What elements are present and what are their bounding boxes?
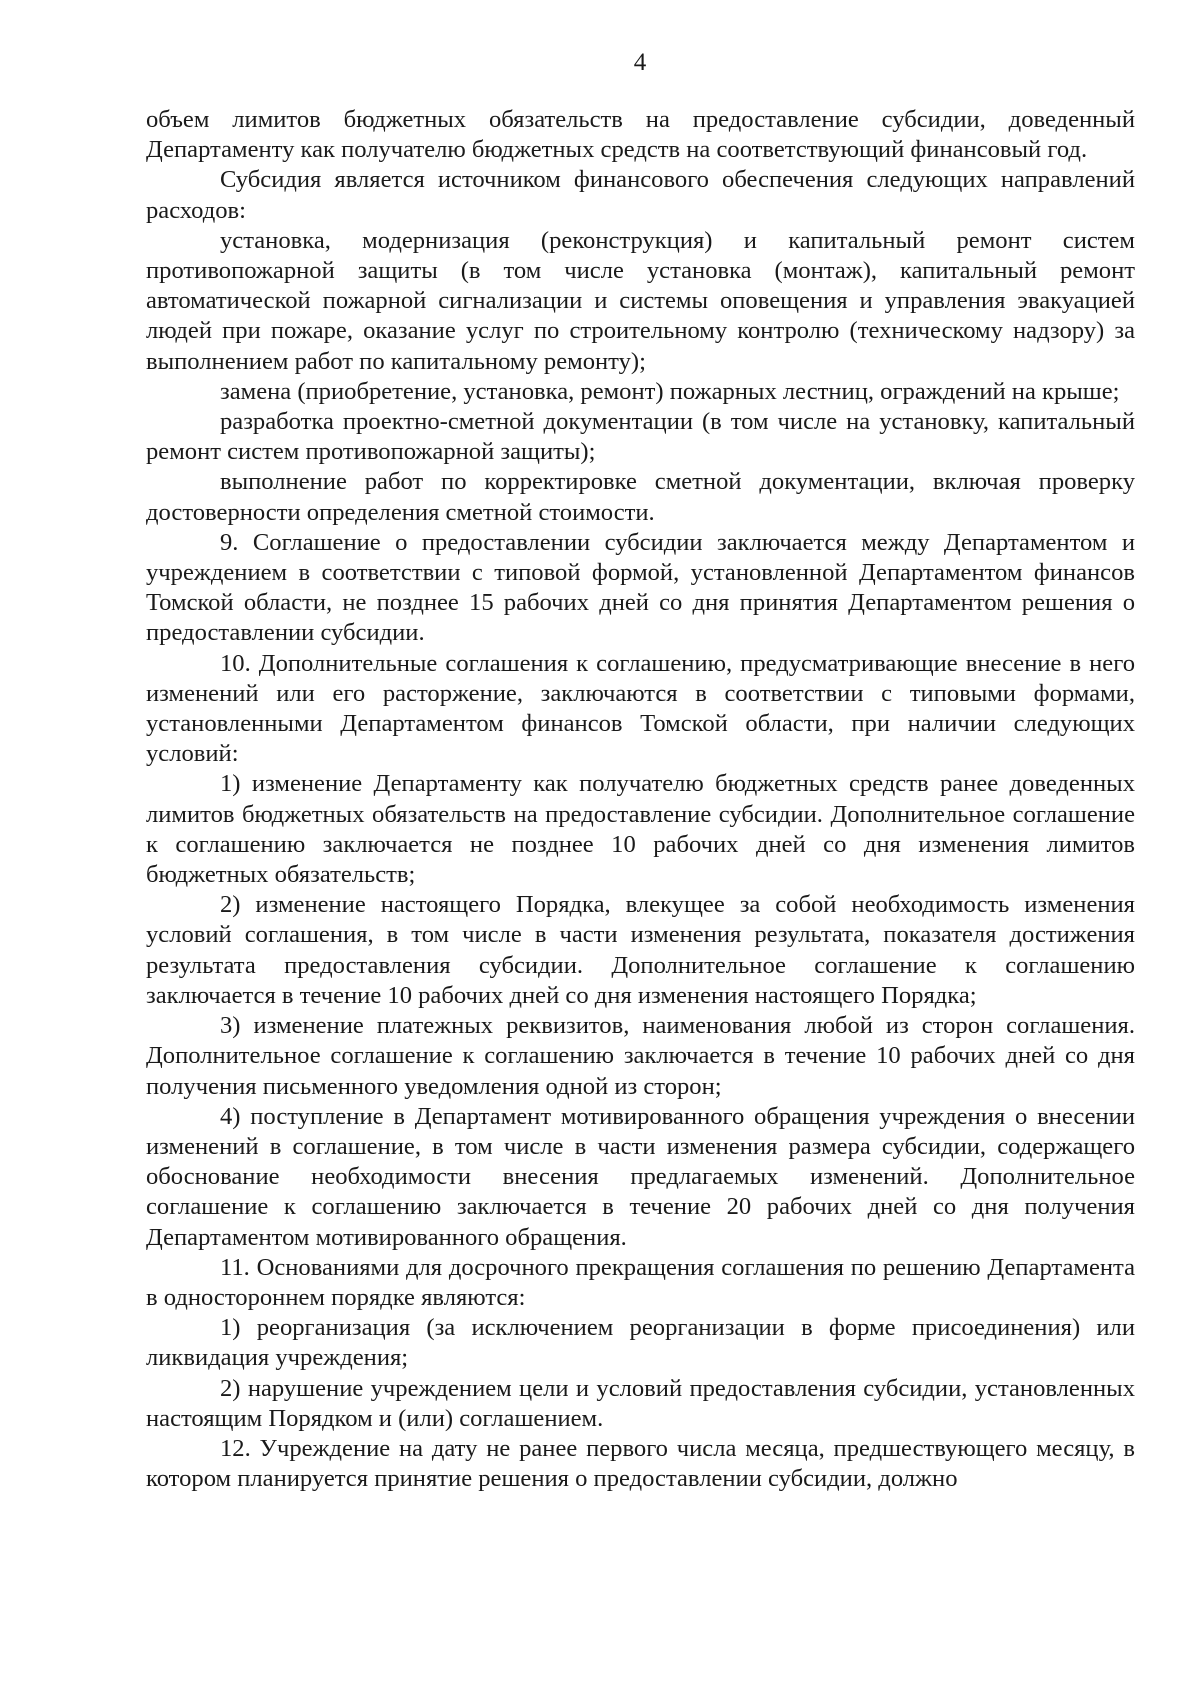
paragraph: 4) поступление в Департамент мотивированного обращения учреждения о внесении изменений в соглашение, в том числе в части изменения размера субсидии, содержащего обоснование необходимости внесения предлагаемых изменений. Дополнительное соглашение к соглашению заключается в течение 20 рабочих дней со дня получения Департаментом мотивированного обращения.	[146, 1102, 1135, 1251]
paragraph: объем лимитов бюджетных обязательств на предоставление субсидии, доведенный Департаменту как получателю бюджетных средств на соответствующий финансовый год.	[146, 106, 1135, 164]
paragraph: 2) нарушение учреждением цели и условий предоставления субсидии, установленных настоящим Порядком и (или) соглашением.	[146, 1374, 1135, 1432]
document-body	[146, 105, 1135, 1494]
paragraph: Субсидия является источником финансового обеспечения следующих направлений расходов:	[146, 166, 1135, 224]
paragraph: 11. Основаниями для досрочного прекращения соглашения по решению Департамента в одностороннем порядке являются:	[146, 1253, 1135, 1311]
page-number: 4	[633, 49, 647, 76]
paragraph: 1) реорганизация (за исключением реорганизации в форме присоединения) или ликвидация учреждения;	[146, 1314, 1135, 1372]
paragraph: 2) изменение настоящего Порядка, влекущее за собой необходимость изменения условий соглашения, в том числе в части изменения результата, показателя достижения результата предоставления субсидии. Дополнительное соглашение к соглашению заключается в течение 10 рабочих дней со дня изменения настоящего Порядка;	[146, 891, 1135, 1009]
paragraph: замена (приобретение, установка, ремонт) пожарных лестниц, ограждений на крыше;	[220, 377, 1120, 405]
paragraph: 12. Учреждение на дату не ранее первого числа месяца, предшествующего месяцу, в котором планируется принятие решения о предоставлении субсидии, должно	[146, 1434, 1135, 1493]
paragraph: 3) изменение платежных реквизитов, наименования любой из сторон соглашения. Дополнительное соглашение к соглашению заключается в течение 10 рабочих дней со дня получения письменного уведомления одной из сторон;	[146, 1012, 1135, 1100]
paragraph: разработка проектно-сметной документации (в том числе на установку, капитальный ремонт систем противопожарной защиты);	[146, 408, 1135, 466]
paragraph: установка, модернизация (реконструкция) и капитальный ремонт систем противопожарной защиты (в том числе установка (монтаж), капитальный ремонт автоматической пожарной сигнализации и системы оповещения и управления эвакуацией людей при пожаре, оказание услуг по строительному контролю (техническому надзору) за выполнением работ по капитальному ремонту);	[146, 226, 1135, 375]
paragraph: выполнение работ по корректировке сметной документации, включая проверку достоверности определения сметной стоимости.	[146, 468, 1135, 526]
paragraph: 1) изменение Департаменту как получателю бюджетных средств ранее доведенных лимитов бюджетных обязательств на предоставление субсидии. Дополнительное соглашение к соглашению заключается не позднее 10 рабочих дней со дня изменения лимитов бюджетных обязательств;	[146, 770, 1135, 889]
paragraph: 9. Соглашение о предоставлении субсидии заключается между Департаментом и учреждением в соответствии с типовой формой, установленной Департаментом финансов Томской области, не позднее 15 рабочих дней со дня принятия Департаментом решения о предоставлении субсидии.	[146, 528, 1135, 647]
paragraph: 10. Дополнительные соглашения к соглашению, предусматривающие внесение в него изменений или его расторжение, заключаются в соответствии с типовыми формами, установленными Департаментом финансов Томской области, при наличии следующих условий:	[146, 649, 1135, 768]
